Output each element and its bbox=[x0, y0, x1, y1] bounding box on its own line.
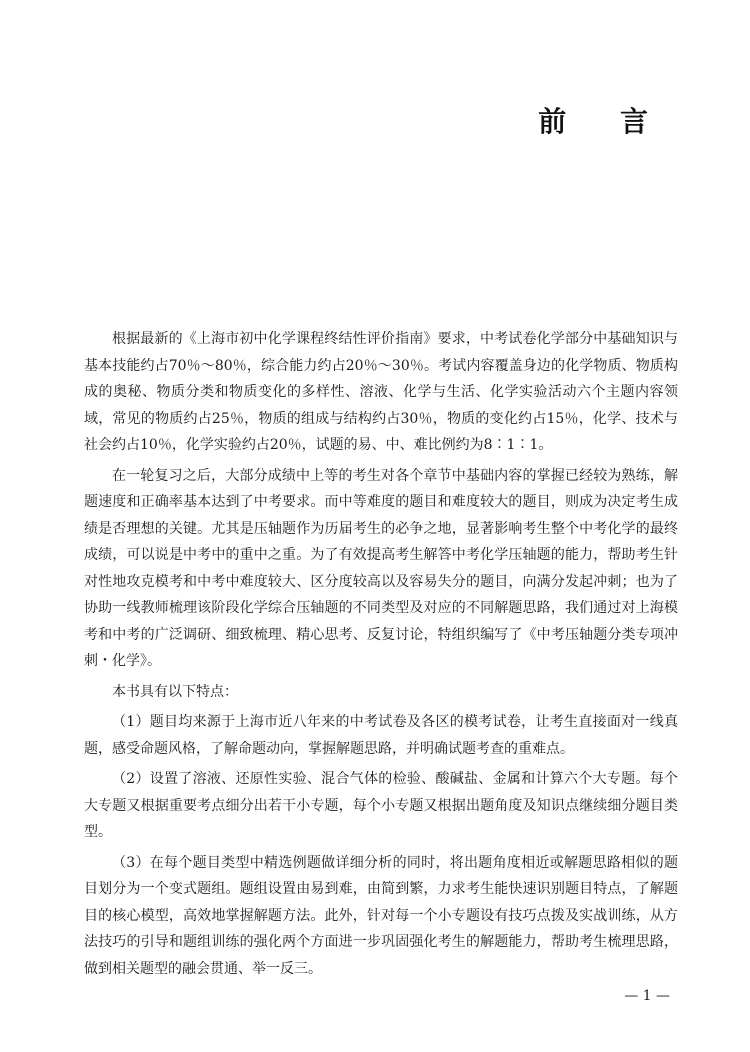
paragraph-1: 根据最新的《上海市初中化学课程终结性评价指南》要求，中考试卷化学部分中基础知识与基本技能约占70％～80％，综合能力约占20％～30％。考试内容覆盖身边的化学物质、物质构成的奥秘、物质分类和物质变化的多样性、溶液、化学与生活、化学实验活动六个主题内容领域，常见的物质约占25％，物质的组成与结构约占30％，物质的变化约占15％，化学、技术与社会约占10％，化学实验约占20％，试题的易、中、难比例约为8∶1∶1。 bbox=[84, 331, 678, 453]
paragraph-3: 本书具有以下特点： bbox=[112, 683, 238, 700]
paragraph-6: （3）在每个题目类型中精选例题做详细分析的同时，将出题角度相近或解题思路相似的题目划分为一个变式题组。题组设置由易到难，由简到繁，力求考生能快速识别题目特点，了解题目的核心模型，高效地掌握解题方法。此外，针对每一个小专题设有技巧点拨及实战训练，从方法技巧的引导和题组训练的强化两个方面进一步巩固强化考生的解题能力，帮助考生梳理思路，做到相关题型的融会贯通、举一反三。 bbox=[84, 854, 678, 977]
paragraph-4: （1）题目均来源于上海市近八年来的中考试卷及各区的模考试卷，让考生直接面对一线真题，感受命题风格，了解命题动向，掌握解题思路，并明确试题考查的重难点。 bbox=[84, 714, 678, 757]
page-number: — 1 — bbox=[624, 988, 670, 1004]
paragraph-2: 在一轮复习之后，大部分成绩中上等的考生对各个章节中基础内容的掌握已经较为熟练，解题速度和正确率基本达到了中考要求。而中等难度的题目和难度较大的题目，则成为决定考生成绩是否理想的关键。尤其是压轴题作为历届考生的必争之地，显著影响考生整个中考化学的最终成绩，可以说是中考中的重中之重。为了有效提高考生解答中考化学压轴题的能力，帮助考生针对性地攻克模考和中考中难度较大、区分度较高以及容易失分的题目，向满分发起冲刺；也为了协助一线教师梳理该阶段化学综合压轴题的不同类型及对应的不同解题思路，我们通过对上海模考和中考的广泛调研、细致梳理、精心思考、反复讨论，特组织编写了《中考压轴题分类专项冲刺・化学》。 bbox=[84, 467, 678, 669]
page-title: 前 言 bbox=[538, 105, 670, 138]
body-text bbox=[84, 326, 678, 986]
paragraph-5: （2）设置了溶液、还原性实验、混合气体的检验、酸碱盐、金属和计算六个大专题。每个大专题又根据重要考点细分出若干小专题，每个小专题又根据出题角度及知识点继续细分题目类型。 bbox=[84, 771, 678, 840]
